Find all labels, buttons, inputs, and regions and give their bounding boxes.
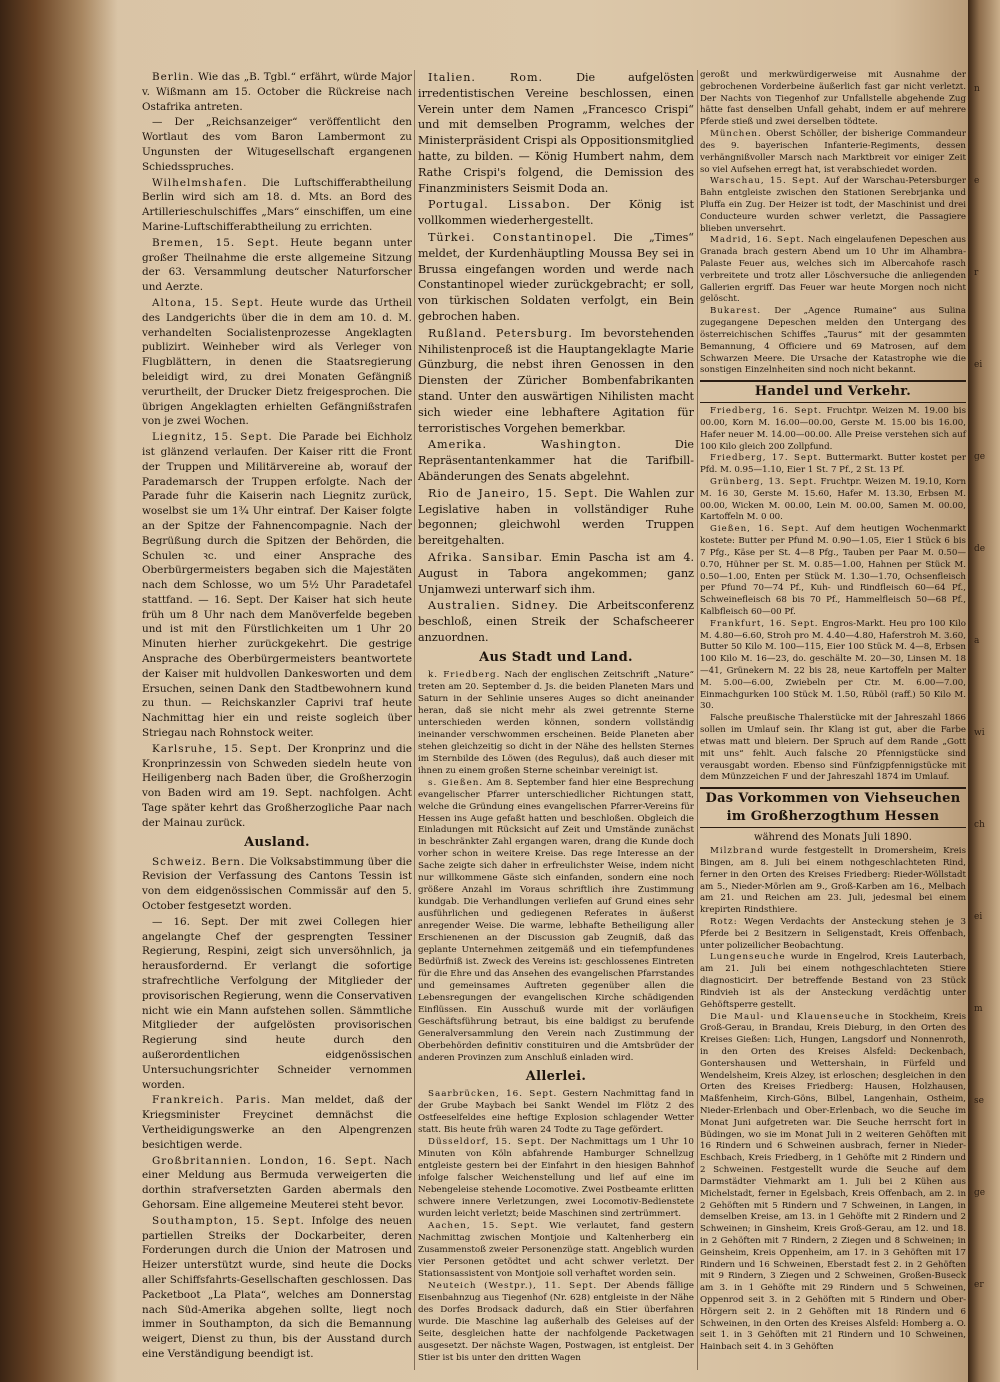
article-dateline: Düsseldorf, 15. Sept. bbox=[428, 1137, 546, 1148]
section-heading: Handel und Verkehr. bbox=[700, 380, 966, 403]
adjacent-page-text-fragment: er bbox=[974, 1280, 984, 1290]
column-1 bbox=[142, 70, 412, 1363]
article-dateline: Wilhelmshafen. bbox=[152, 176, 248, 189]
article-paragraph bbox=[700, 176, 966, 235]
article-dateline: Berlin. bbox=[152, 71, 195, 83]
article-text: Fruchtpr. Weizen M. 19.00 bis 00.00, Korn M. 16.00—00.00, Gerste M. 15.00 bis 16.00, Hafer neuer M. 14.00—00.00. Alle Preise verstehen sich auf 100 Kilo gleich 200 Zollpfund. bbox=[700, 406, 966, 452]
article-dateline: Saarbrücken, 16. Sept. bbox=[428, 1089, 558, 1100]
article-text: Die Luftschifferabtheilung Berlin wird sich am 18. d. Mts. an Bord des Artillerieschulschiffes „Mars“ einschiffen, um eine Marine-Luftschifferabtheilung zu errichten. bbox=[142, 176, 412, 233]
article-text: Buttermarkt. Butter kostet per Pfd. M. 0.95—1.10, Eier 1 St. 7 Pf., 2 St. 13 Pf. bbox=[700, 453, 966, 476]
article-text: Die Volksabstimmung über die Revision der Verfassung des Cantons Tessin ist von dem eidgenössischen Commissär auf den 5. October festgesetzt worden. bbox=[142, 855, 412, 913]
article-paragraph bbox=[142, 115, 412, 174]
article-paragraph bbox=[142, 1214, 412, 1362]
book-gutter-shadow bbox=[0, 0, 118, 1382]
article-paragraph bbox=[700, 70, 966, 129]
article-paragraph bbox=[418, 230, 694, 325]
article-text: Falsche preußische Thalerstücke mit der Jahreszahl 1866 sollen im Umlauf sein. Ihr Klang ist gut, aber die Farbe etwas matt und bleiern. Der Spruch auf dem Rande „Gott mit uns“ fehlt. Auch falsche 20 Pfennigstücke sind verausgabt worden. Ebenso sind Fünfzigpfennigstücke mit dem Münzzeichen F und der Jahreszahl 1874 im Umlauf. bbox=[700, 713, 966, 783]
article-text: Wie verlautet, fand gestern Nachmittag zwischen Montjoie und Kaltenherberg ein Zusammenstoß zweier Personenzüge statt. Angeblich wurden vier Personen getödtet und acht schwer verletzt. Der Stationsassistent von Montjoie soll verhaftet worden sein. bbox=[418, 1221, 694, 1279]
article-dateline: Afrika. Sansibar. bbox=[428, 550, 544, 564]
article-dateline: Schweiz. Bern. bbox=[152, 855, 246, 868]
article-dateline: s. Gießen. bbox=[428, 777, 484, 788]
article-dateline: Die Maul- und Klauenseuche bbox=[710, 1011, 870, 1022]
article-text: Der König ist vollkommen wiederhergestellt. bbox=[418, 198, 694, 228]
article-paragraph bbox=[418, 326, 694, 437]
article-text: Die Wahlen zur Legislative haben in vollständiger Ruhe begonnen; gleichwohl werden Truppen bereitgehalten. bbox=[418, 486, 695, 548]
article-paragraph bbox=[700, 235, 966, 306]
article-paragraph bbox=[700, 952, 966, 1011]
article-text: Heute begann unter großer Theilnahme die erste allgemeine Sitzung der 63. Versammlung deutscher Naturforscher und Aerzte. bbox=[142, 236, 412, 294]
adjacent-page-text-fragment: ch bbox=[974, 820, 985, 830]
adjacent-page-text-fragment: se bbox=[974, 1096, 984, 1106]
article-text: Wie das „B. Tgbl.“ erfährt, würde Major v. Wißmann am 15. October die Rückreise nach Ostafrika antreten. bbox=[142, 71, 412, 113]
adjacent-page-text-fragment: n bbox=[974, 84, 980, 94]
article-dateline: Australien. Sidney. bbox=[428, 599, 559, 613]
section-heading: Das Vorkommen von Viehseuchen im Großherzogthum Hessen bbox=[700, 787, 966, 828]
article-text: Heute wurde das Urtheil des Landgerichts über die in dem am 10. d. M. verhandelten Socialistenprozesse Angeklagten publizirt. Weinheber wird als Verleger von Flugblättern, in denen die Staatsregierung beleidigt wird, zu drei Monaten Gefängniß verurtheilt, der Drucker Dietz freigesprochen. Die übrigen Angeklagten erhielten Gefängnißstrafen von je zwei Wochen. bbox=[142, 296, 412, 428]
adjacent-page-text-fragment: e bbox=[974, 176, 980, 186]
article-dateline: Bukarest. bbox=[710, 306, 762, 317]
adjacent-page-edge bbox=[968, 0, 1000, 1382]
article-text: Im bevorstehenden Nihilistenproceß ist die Hauptangeklagte Marie Günzburg, die nebst ihren Genossen in den Diensten der Züricher Bombenfabrikanten stand. Unter den auswärtigen Nihilisten macht sich wieder eine lebhaftere Agitation für terroristisches Vorgehen bemerkbar. bbox=[418, 326, 694, 435]
article-paragraph bbox=[418, 670, 694, 778]
article-paragraph bbox=[418, 598, 694, 645]
article-paragraph bbox=[418, 197, 694, 229]
article-text: Die „Times“ meldet, der Kurdenhäuptling Moussa Bey sei in Brussa eingefangen worden und werde nach Constantinopel wieder zurückgebracht; er soll, von türkischen Soldaten verfolgt, ein Bein gebrochen haben. bbox=[418, 230, 694, 323]
article-text: Die Parade bei Eichholz ist glänzend verlaufen. Der Kaiser ritt die Front der Truppen und Militärvereine ab, worauf der Parademarsch der Truppen erfolgte. Nach der Parade fuhr die Kaiserin nach Liegnitz zurück, woselbst sie um 1¾ Uhr eintraf. Der Kaiser folgte an der Spitze der Fahnencompagnie. Nach der Begrüßung durch die Spitzen der Behörden, die Schulen ꝛc. und einer Ansprache des Oberbürgermeisters begaben sich die Majestäten nach dem Schlosse, wo um 5½ Uhr Paradetafel stattfand. — 16. Sept. Der Kaiser hat sich heute früh um 8 Uhr nach dem Manöverfelde begeben und ist mit den Fürstlichkeiten um 1 Uhr 20 Minuten hierher zurückgekehrt. Die gestrige Ansprache des Oberbürgermeisters beantwortete der Kaiser mit huldvollen Dankesworten und dem Ersuchen, seinen Dank den Stadtbewohnern kund zu thun. — Reichskanzler Caprivi traf heute Nachmittag hier ein und reiste sogleich über Striegau nach Rohnstock weiter. bbox=[142, 431, 412, 740]
article-dateline: Großbritannien. London, 16. Sept. bbox=[152, 1154, 378, 1167]
article-text: Gestern Nachmittag fand in der Grube Maybach bei Sankt Wendel im Flötz 2 des Ostfeeselfeldes eine heftige Explosion schlagender Wetter statt. Bis heute früh waren 24 Todte zu Tage gefördert. bbox=[418, 1089, 694, 1136]
adjacent-page-text-fragment: a bbox=[974, 636, 980, 646]
article-text: Der „Agence Rumaine“ aus Sulina zugegangene Depeschen melden den Untergang des österreichischen Schiffes „Taurus“ mit der gesammten Bemannung, 4 Officiere und 69 Matrosen, auf dem Schwarzen Meere. Die Ursache der Katastrophe wie die sonstigen Einzelnheiten sind noch nicht bekannt. bbox=[700, 306, 966, 376]
article-paragraph bbox=[700, 477, 966, 524]
article-dateline: Karlsruhe, 15. Sept. bbox=[152, 742, 283, 755]
article-paragraph bbox=[142, 236, 412, 295]
article-text: Der Kronprinz und die Kronprinzessin von Schweden siedeln heute von Heiligenberg nach Baden über, die Großherzogin von Baden wird am 19. Sept. nachfolgen. Acht Tage später kehrt das Großherzogliche Paar nach der Mainau zurück. bbox=[142, 742, 412, 829]
section-heading: Aus Stadt und Land. bbox=[479, 649, 633, 665]
article-paragraph bbox=[700, 917, 966, 952]
article-text: Man meldet, daß der Kriegsminister Freycinet demnächst die Vertheidigungswerke an den Alpengrenzen besichtigen werde. bbox=[142, 1094, 413, 1151]
article-paragraph bbox=[700, 129, 966, 176]
article-dateline: München. bbox=[710, 129, 762, 140]
adjacent-page-text-fragment: wi bbox=[974, 728, 985, 738]
article-dateline: Lungenseuche bbox=[710, 952, 786, 963]
article-text: Die Repräsentantenkammer hat die Tarifbill-Abänderungen des Senats abgelehnt. bbox=[418, 438, 694, 483]
article-paragraph bbox=[418, 486, 694, 549]
article-dateline: Southampton, 15. Sept. bbox=[152, 1214, 305, 1227]
article-paragraph bbox=[142, 176, 412, 235]
article-dateline: Madrid, 16. Sept. bbox=[710, 235, 805, 246]
article-paragraph bbox=[418, 1089, 694, 1137]
article-paragraph bbox=[142, 742, 412, 831]
article-text: Die aufgelösten irredentistischen Vereine beschlossen, einen Verein unter dem Namen „Francesco Crispi“ und mit demselben Programm, welches der Ministerpräsident Crispi als Oppositionsmitglied hatte, zu bilden. — König Humbert nahm, dem Rathe Crispi's folgend, die Demission des Finanzministers Seismit Doda an. bbox=[418, 71, 694, 195]
column-rule bbox=[414, 70, 415, 1370]
article-paragraph bbox=[418, 550, 694, 597]
adjacent-page-text-fragment: ei bbox=[974, 360, 983, 370]
article-dateline: Bremen, 15. Sept. bbox=[152, 236, 280, 249]
article-text: Auf dem heutigen Wochenmarkt kostete: Butter per Pfund M. 0.90—1.05, Eier 1 Stück 6 bis 7 Pfg., Käse per St. 4—8 Pfg., Tauben per Paar M. 0.50—0.70, Hühner per St. M. 0.85—1.00, Hahnen per Stück M. 0.50—1.00, Enten per Stück M. 1.30—1.70, Ochsenfleisch per Pfund 70—74 Pf., Kuh- und Rindfleisch 60—64 Pf., Schweinefleisch 68 bis 70 Pf., Hammelfleisch 50—68 Pf., Kalbfleisch 60—00 Pf. bbox=[700, 524, 967, 617]
article-paragraph bbox=[418, 70, 694, 196]
article-paragraph bbox=[142, 430, 412, 741]
article-text: — 16. Sept. Der mit zwei Collegen hier angelangte Chef der gesprengten Tessiner Regierung, Respini, zeigt sich unversöhnlich, ja herausfordernd. Er verlangt die sofortige strafrechtliche Verfolgung der Mitglieder der provisorischen Regierung, wenn die Conservativen nicht wie ein Mann aufstehen sollen. Sämmtliche Mitglieder der aufgelösten provisorischen Regierung sind heute durch den außerordentlichen eidgenössischen Untersuchungsrichter Schneider vernommen worden. bbox=[142, 915, 412, 1091]
article-dateline: Neuteich (Westpr.), 11. Sept. bbox=[428, 1280, 598, 1291]
article-dateline: Rotz: bbox=[710, 917, 738, 927]
article-paragraph bbox=[418, 1221, 694, 1281]
article-text: Der Abends fällige Eisenbahnzug aus Tiegenhof (Nr. 628) entgleiste in der Nähe des Dorfes Brodsack dadurch, daß ein Stier überfahren wurde. Die Maschine lag außerhalb des Geleises auf der Seite, desgleichen hatte der nachfolgende Packetwagen ausgesetzt. Der nächste Wagen, Postwagen, ist entgleist. Der Stier ist bis unter den dritten Wagen bbox=[418, 1280, 694, 1363]
article-text: Nach der englischen Zeitschrift „Nature“ treten am 20. September d. Js. die beiden Planeten Mars und Saturn in der Sehlinie unseres Auges so dicht aneinander heran, daß sie nicht mehr als zwei getrennte Sterne unterschieden werden können, sondern vollständig ineinander verschwommen erscheinen. Beide Planeten aber stehen gleichzeitig so dicht in der Nähe des hellsten Sternes im Sternbilde des Löwen (des Regulus), daß auch dieser mit ihnen zu einem großen Sterne scheinbar vereinigt ist. bbox=[418, 669, 694, 776]
article-dateline: Liegnitz, 15. Sept. bbox=[152, 431, 273, 444]
article-paragraph bbox=[142, 855, 412, 914]
article-text: in Stockheim, Kreis Groß-Gerau, in Brandau, Kreis Dieburg, in den Orten des Kreises Gießen: Lich, Hungen, Langsdorf und Nonnenroth, in den Orten des Kreises Alsfeld: Deckenbach, Gontershausen und Wettershain, in Fürfeld und Wendelsheim, Kreis Alzey, ist erloschen; desgleichen in den Orten des Kreises Friedberg: Hausen, Holzhausen, Maßfenheim, Kirch-Göns, Bilbel, Langenhain, Ostheim, Nieder-Erlenbach und Ober-Erlenbach, wo die Seuche im Monat Juni aufgetreten war. Die Seuche herrscht fort in Büdingen, wo sie im Monat Juli in 2 weiteren Gehöften mit 16 Rindern und 6 Schweinen ausbrach, ferner in Nieder-Eschbach, Kreis Friedberg, in 1 Gehöfte mit 2 Rindern und 2 Schweinen. Festgestellt wurde die Seuche auf dem Darmstädter Viehmarkt am 1. Juli bei 2 Kühen aus Michelstadt, ferner in Egelsbach, Kreis Offenbach, am 2. in 2 Gehöften mit 5 Rindern und 7 Schweinen, in Langen, in demselben Kreise, am 13. in 1 Gehöfte mit 2 Rindern und 2 Schweinen; in Ginsheim, Kreis Groß-Gerau, am 12. und 18. in 2 Gehöften mit 7 Rindern, 2 Ziegen und 8 Schweinen; in Geinsheim, Kreis Oppenheim, am 17. in 3 Gehöften mit 17 Rindern und 16 Schweinen, Eberstadt fest 2. in 2 Gehöften mit 9 Rindern, 3 Ziegen und 2 Schweinen, Großen-Buseck am 3. in 1 Gehöfte mit 29 Rindern und 5 Schweinen, Oppenrod seit 3. in 2 Gehöften mit 5 Rindern und Ober-Hörgern seit 2. in 2 Gehöften mit 18 Rindern und 6 Schweinen, in den Orten des Kreises Alsfeld: Homberg a. O. seit 1. in 3 Gehöften mit 21 Rindern und 10 Schweinen, Hainbach seit 4. in 3 Gehöften bbox=[700, 1011, 966, 1353]
article-paragraph bbox=[700, 619, 966, 714]
section-heading: Ausland. bbox=[244, 834, 310, 850]
column-3 bbox=[700, 70, 966, 1354]
article-paragraph bbox=[418, 1137, 694, 1221]
article-dateline: Frankfurt, 16. Sept. bbox=[710, 618, 819, 629]
article-dateline: Rio de Janeiro, 15. Sept. bbox=[428, 486, 599, 500]
article-paragraph bbox=[142, 1093, 412, 1152]
adjacent-page-text-fragment: de bbox=[974, 544, 986, 554]
article-paragraph bbox=[142, 1154, 412, 1213]
article-dateline: Altona, 15. Sept. bbox=[152, 296, 264, 309]
article-text: Der Nachmittags um 1 Uhr 10 Minuten von Köln abfahrende Hamburger Schnellzug entgleiste gestern bei der Einfahrt in den hiesigen Bahnhof infolge falscher Weichenstellung und lief auf eine im Nebengeleise stehende Locomotive. Zwei Postbeamte erlitten schwere innere Verletzungen, zwei Locomotiv-Bedienstete wurden leicht verletzt; beide Maschinen sind zertrümmert. bbox=[418, 1137, 694, 1220]
article-dateline: Rußland. Petersburg. bbox=[428, 326, 573, 340]
article-text: wurde festgestellt in Dromersheim, Kreis Bingen, am 8. Juli bei einem nothgeschlachteten Rind, ferner in den Orten des Kreises Friedberg: Rieder-Wöllstadt am 5., Nieder-Mörlen am 9., Groß-Karben am 16., Melbach am 21. und Reichen am 23. Juli, jedesmal bei einem krepirten Rindsthiere. bbox=[700, 846, 966, 916]
article-paragraph bbox=[700, 846, 966, 917]
adjacent-page-text-fragment: r bbox=[974, 268, 979, 278]
article-text: Oberst Schöller, der bisherige Commandeur des 9. bayerischen Infanterie-Regiments, dessen verhängnißvoller Marsch nach Marktbreit vor einiger Zeit so viel Aufsehen erregt hat, ist verabschiedet worden. bbox=[700, 129, 966, 175]
article-text: Auf der Warschau-Petersburger Bahn entgleiste zwischen den Stationen Serebrjanka und Pluffa ein Zug. Der Heizer ist todt, der Maschinist und drei Conducteure wurden schwer verletzt, die Passagiere blieben unversehrt. bbox=[700, 176, 966, 234]
article-text: geroßt und merkwürdigerweise mit Ausnahme der gebrochenen Vorderbeine äußerlich fast gar nicht verletzt. Der Nachts von Tiegenhof zur Unfallstelle abgehende Zug hätte fast denselben Unfall gehabt, indem er auf mehrere Pferde stieß und zwei derselben tödtete. bbox=[700, 70, 966, 128]
article-text: Fruchtpr. Weizen M. 19.10, Korn M. 16 30, Gerste M. 15.60, Hafer M. 13.30, Erbsen M. 00.00, Wicken M. 00.00, Lein M. 00.00, Samen M. 00.00, Kartoffeln M. 0 00. bbox=[700, 477, 966, 523]
article-dateline: k. Friedberg. bbox=[428, 669, 501, 680]
article-dateline: Amerika. Washington. bbox=[428, 438, 622, 452]
article-text: Nach einer Meldung aus Bermuda verweigerten die dorthin strafversetzten Garden abermals den Gehorsam. Eine allgemeine Meuterei steht bevor. bbox=[142, 1154, 412, 1211]
article-text: wurde in Engelrod, Kreis Lauterbach, am 21. Juli bei einem nothgeschlachteten Stiere diagnosticirt. Der betreffende Bestand von 23 Stück Rindvieh ist als der Ansteckung verdächtig unter Gehöftsperre gestellt. bbox=[700, 952, 966, 1010]
article-dateline: Friedberg, 16. Sept. bbox=[710, 406, 823, 417]
article-text: Nach eingelaufenen Depeschen aus Granada brach gestern Abend um 10 Uhr im Alhambra-Palaste Feuer aus, welches sich im Albercahofe rasch verbreitete und trotz aller Löschversuche die anliegenden Gallerien ergriff. Das Feuer war heute Morgen noch nicht gelöscht. bbox=[700, 235, 966, 305]
article-text: Emin Pascha ist am 4. August in Tabora angekommen; ganz Unjamwezi unterwarf sich ihm. bbox=[418, 550, 694, 596]
article-dateline: Frankreich. Paris. bbox=[152, 1094, 272, 1107]
article-paragraph bbox=[700, 306, 966, 377]
article-paragraph bbox=[700, 524, 966, 619]
article-text: Die Arbeitsconferenz beschloß, einen Streik der Schafscheerer anzuordnen. bbox=[418, 599, 694, 644]
adjacent-page-text-fragment: m bbox=[974, 1004, 983, 1014]
article-dateline: Italien. Rom. bbox=[428, 71, 544, 84]
article-dateline: Gießen, 16. Sept. bbox=[710, 524, 810, 535]
article-paragraph bbox=[418, 778, 694, 1066]
article-dateline: Warschau, 15. Sept. bbox=[710, 176, 820, 187]
article-paragraph bbox=[418, 1281, 694, 1365]
section-subheading: während des Monats Juli 1890. bbox=[754, 832, 912, 844]
article-paragraph bbox=[700, 406, 966, 453]
article-text: — Der „Reichsanzeiger“ veröffentlicht den Wortlaut des vom Baron Lambermont zu Ungunsten der Witugesellschaft ergangenen Schiedsspruches. bbox=[142, 116, 412, 173]
column-rule bbox=[697, 70, 698, 1370]
article-paragraph bbox=[142, 70, 412, 114]
article-text: Am 8. September fand hier eine Besprechung evangelischer Pfarrer unterschiedlicher Richtungen statt, welche die Gründung eines evangelischen Pfarrer-Vereins für Hessen ins Auge gefaßt hatten und beschloßen. Obgleich die Einladungen mit Rücksicht auf Zeit und Umstände zunächst in beschränkter Zahl ergangen waren, drang die Kunde doch vorher schon in weitere Kreise. Das rege Interesse an der Sache zeigte sich daher in erfreulichster Weise, indem nicht nur willkommene Gäste sich einfanden, sondern eine noch größere Anzahl im Voraus schriftlich ihre Zustimmung kundgab. Die Verhandlungen verliefen auf Grund eines sehr ausführlichen und gediegenen Referates in äußerst anregender Weise. Die warme, lebhafte Betheiligung aller Erschienenen an der Discussion gab Zeugniß, daß das geplante Unternehmen zeitgemäß und ein tiefempfundenes Bedürfniß ist. Zweck des Vereins ist: geschlossenes Eintreten für die Ehre und das Ansehen des evangelischen Pfarrstandes und gemeinsames Auftreten gegenüber allen die Lebensregungen der evangelischen Kirche schädigenden Einflüssen. Ein Ausschuß wurde mit der vorläufigen Geschäftsführung betraut, bis eine baldigst zu berufende Generalversammlung den Verein nach Zustimmung der Oberbehörden definitiv constituiren und die Amtsbrüder der anderen Provinzen zum Anschluß einladen wird. bbox=[418, 777, 694, 1064]
article-paragraph bbox=[142, 915, 412, 1093]
article-dateline: Friedberg, 17. Sept. bbox=[710, 453, 822, 464]
article-dateline: Türkei. Constantinopel. bbox=[428, 230, 598, 244]
article-paragraph bbox=[700, 713, 966, 784]
article-text: Infolge des neuen partiellen Streiks der Dockarbeiter, deren Forderungen durch die Union der Matrosen und Heizer unterstützt wurde, sind heute die Docks aller Schiffsfahrts-Gesellschaften geschlossen. Das Packetboot „La Plata“, welches am Donnerstag nach Süd-Amerika abgehen sollte, liegt noch immer in Southampton, da sich die Bemannung weigert, Dienst zu thun, bis der Ausstand durch eine Verständigung beendigt ist. bbox=[142, 1214, 412, 1360]
article-dateline: Aachen, 15. Sept. bbox=[428, 1221, 539, 1231]
adjacent-page-text-fragment: ge bbox=[974, 1188, 986, 1198]
article-text: Wegen Verdachts der Ansteckung stehen je 3 Pferde bei 2 Besitzern in Seligenstadt, Kreis Offenbach, unter polizeilicher Beobachtung. bbox=[700, 917, 966, 951]
article-dateline: Grünberg, 13. Sept. bbox=[710, 477, 818, 487]
article-paragraph bbox=[700, 1012, 966, 1355]
section-heading: Allerlei. bbox=[525, 1069, 587, 1085]
column-2 bbox=[418, 70, 694, 1365]
article-dateline: Milzbrand bbox=[710, 846, 764, 857]
article-paragraph bbox=[700, 453, 966, 477]
adjacent-page-text-fragment: ge bbox=[974, 452, 986, 462]
article-paragraph bbox=[142, 296, 412, 429]
adjacent-page-text-fragment: ei bbox=[974, 912, 983, 922]
article-dateline: Portugal. Lissabon. bbox=[428, 198, 571, 212]
article-text: Engros-Markt. Heu pro 100 Kilo M. 4.80—6.60, Stroh pro M. 4.40—4.80, Haferstroh M. 3.60, Butter 50 Kilo M. 100—115, Eier 100 Stück M. 4—8, Erbsen 100 Kilo M. 16—23, do. geschälte M. 20—30, Linsen M. 18—41, Grünekern M. 22 bis 28, neue Kartoffeln per Malter M. 5.00—6.00, Zwiebeln per Ctr. M. 6.00—7.00, Einmachgurken 100 Stück M. 1.50, Rüböl (raff.) 50 Kilo M. 30. bbox=[700, 618, 966, 712]
article-paragraph bbox=[418, 437, 694, 484]
